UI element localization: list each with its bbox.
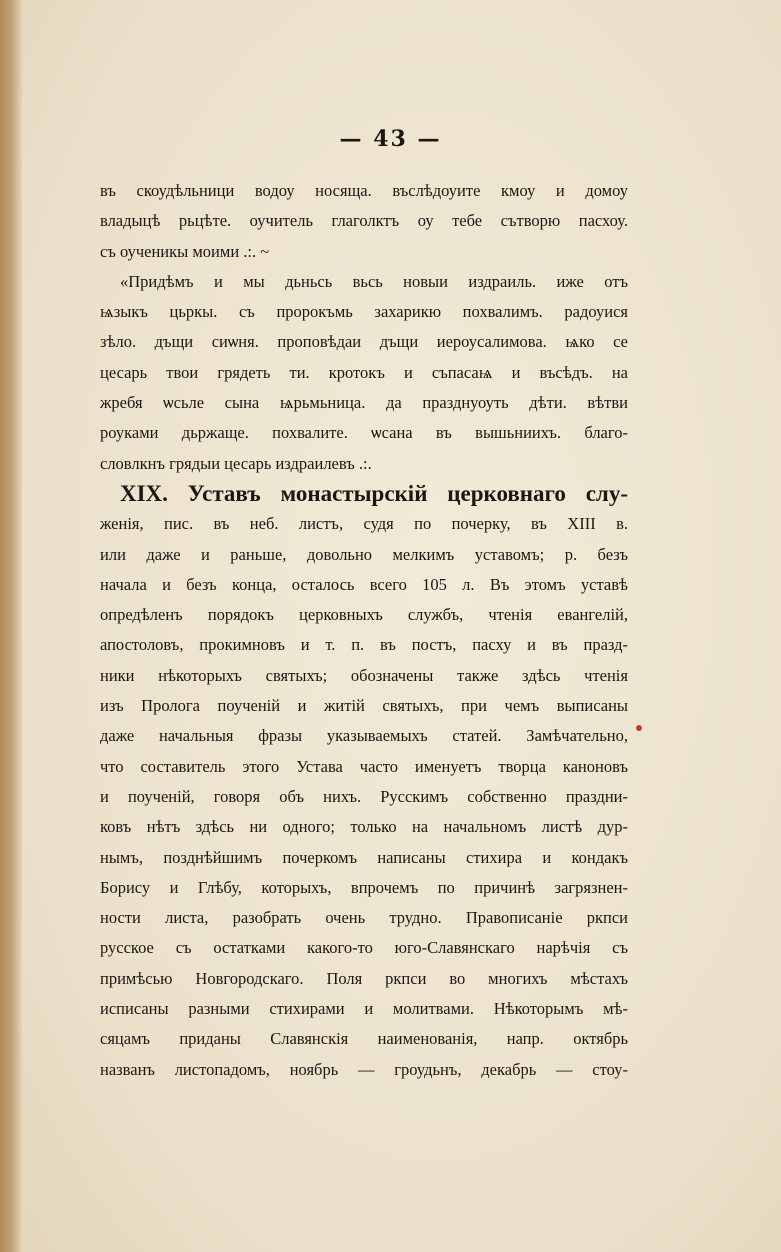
text-line-30: названъ листопадомъ, ноябрь — гроудьнъ, декабрь — стоу-	[100, 1059, 628, 1079]
text-line-29: сяцамъ приданы Славянскія наименованія, напр. октябрь	[100, 1029, 628, 1049]
text-line-17: ники нѣкоторыхъ святыхъ; обозначены также здѣсь чтенія	[100, 665, 628, 685]
text-line-3: съ оученикы моими .:. ~	[100, 241, 270, 261]
text-line-2: владыцѣ рьцѣте. оучитель глаголктъ оу тебе сътворю пасхоу.	[100, 211, 628, 231]
text-line-22: ковъ нѣтъ здѣсь ни одного; только на начальномъ листѣ дур-	[100, 817, 628, 837]
text-line-5: ѩзыкъ цьркы. съ пророкъмь захарикю похвалимъ. радоуися	[100, 302, 628, 322]
text-line-24: Борису и Глѣбу, которыхъ, впрочемъ по причинѣ загрязнен-	[100, 877, 628, 897]
text-line-14: начала и безъ конца, осталось всего 105 л. Въ этомъ уставѣ	[100, 574, 628, 594]
text-line-15: опредѣленъ порядокъ церковныхъ службъ, чтенія евангелій,	[100, 605, 628, 625]
section-heading: XIX. Уставъ монастырскій церковнаго слу-	[120, 480, 628, 506]
page-number: — 43 —	[339, 126, 442, 152]
text-line-16: апостоловъ, прокимновъ и т. п. въ постъ, пасху и въ празд-	[100, 635, 628, 655]
text-line-19: даже начальныя фразы указываемыхъ статей. Замѣчательно,	[100, 726, 628, 746]
text-line-1: въ скоудѣльници водоу носяща. въслѣдоуите кмоу и домоу	[100, 181, 628, 200]
text-line-27: примѣсью Новгородскаго. Поля ркпси во многихъ мѣстахъ	[100, 968, 628, 988]
text-line-12: женія, пис. въ неб. листъ, судя по почерку, въ XIII в.	[100, 514, 628, 534]
book-spine-edge	[0, 0, 22, 1252]
text-line-25: ности листа, разобрать очень трудно. Правописаніе ркпси	[100, 908, 628, 928]
text-line-21: и поученій, говоря объ нихъ. Русскимъ собственно праздни-	[100, 786, 628, 806]
text-line-20: что составитель этого Устава часто именуетъ творца каноновъ	[100, 756, 628, 776]
page-body	[100, 176, 628, 1085]
text-line-7: цесарь твои грядеть ти. кротокъ и съпасаѩ и въсѣдъ. на	[100, 362, 628, 382]
text-line-10: словлкнъ грядыи цесарь издраилевъ .:.	[100, 453, 372, 473]
text-line-18: изъ Пролога поученій и житій святыхъ, при чемъ выписаны	[100, 696, 628, 716]
text-line-26: русское съ остатками какого-то юго-Славянскаго нарѣчія съ	[100, 938, 628, 958]
text-line-8: жребя ѡсьле сына ѩрьмьница. да празднуоуть дѣти. вѣтви	[100, 393, 628, 413]
section-heading-line	[100, 479, 628, 509]
ink-spot	[636, 725, 642, 731]
text-line-4: «Придѣмъ и мы дьньсь вьсь новыи издраиль. иже отъ	[120, 271, 628, 291]
text-line-28: исписаны разными стихирами и молитвами. Нѣкоторымъ мѣ-	[100, 999, 628, 1019]
text-line-9: роуками дьржаще. похвалите. ѡсана въ вышьниихъ. благо-	[100, 423, 628, 443]
text-line-23: нымъ, позднѣйшимъ почеркомъ написаны стихира и кондакъ	[100, 847, 628, 867]
text-line-6: зѣло. дъщи сиѡня. проповѣдаи дъщи иероусалимова. ѩко се	[100, 332, 628, 352]
text-line-13: или даже и раньше, довольно мелкимъ уставомъ; р. безъ	[100, 544, 628, 564]
